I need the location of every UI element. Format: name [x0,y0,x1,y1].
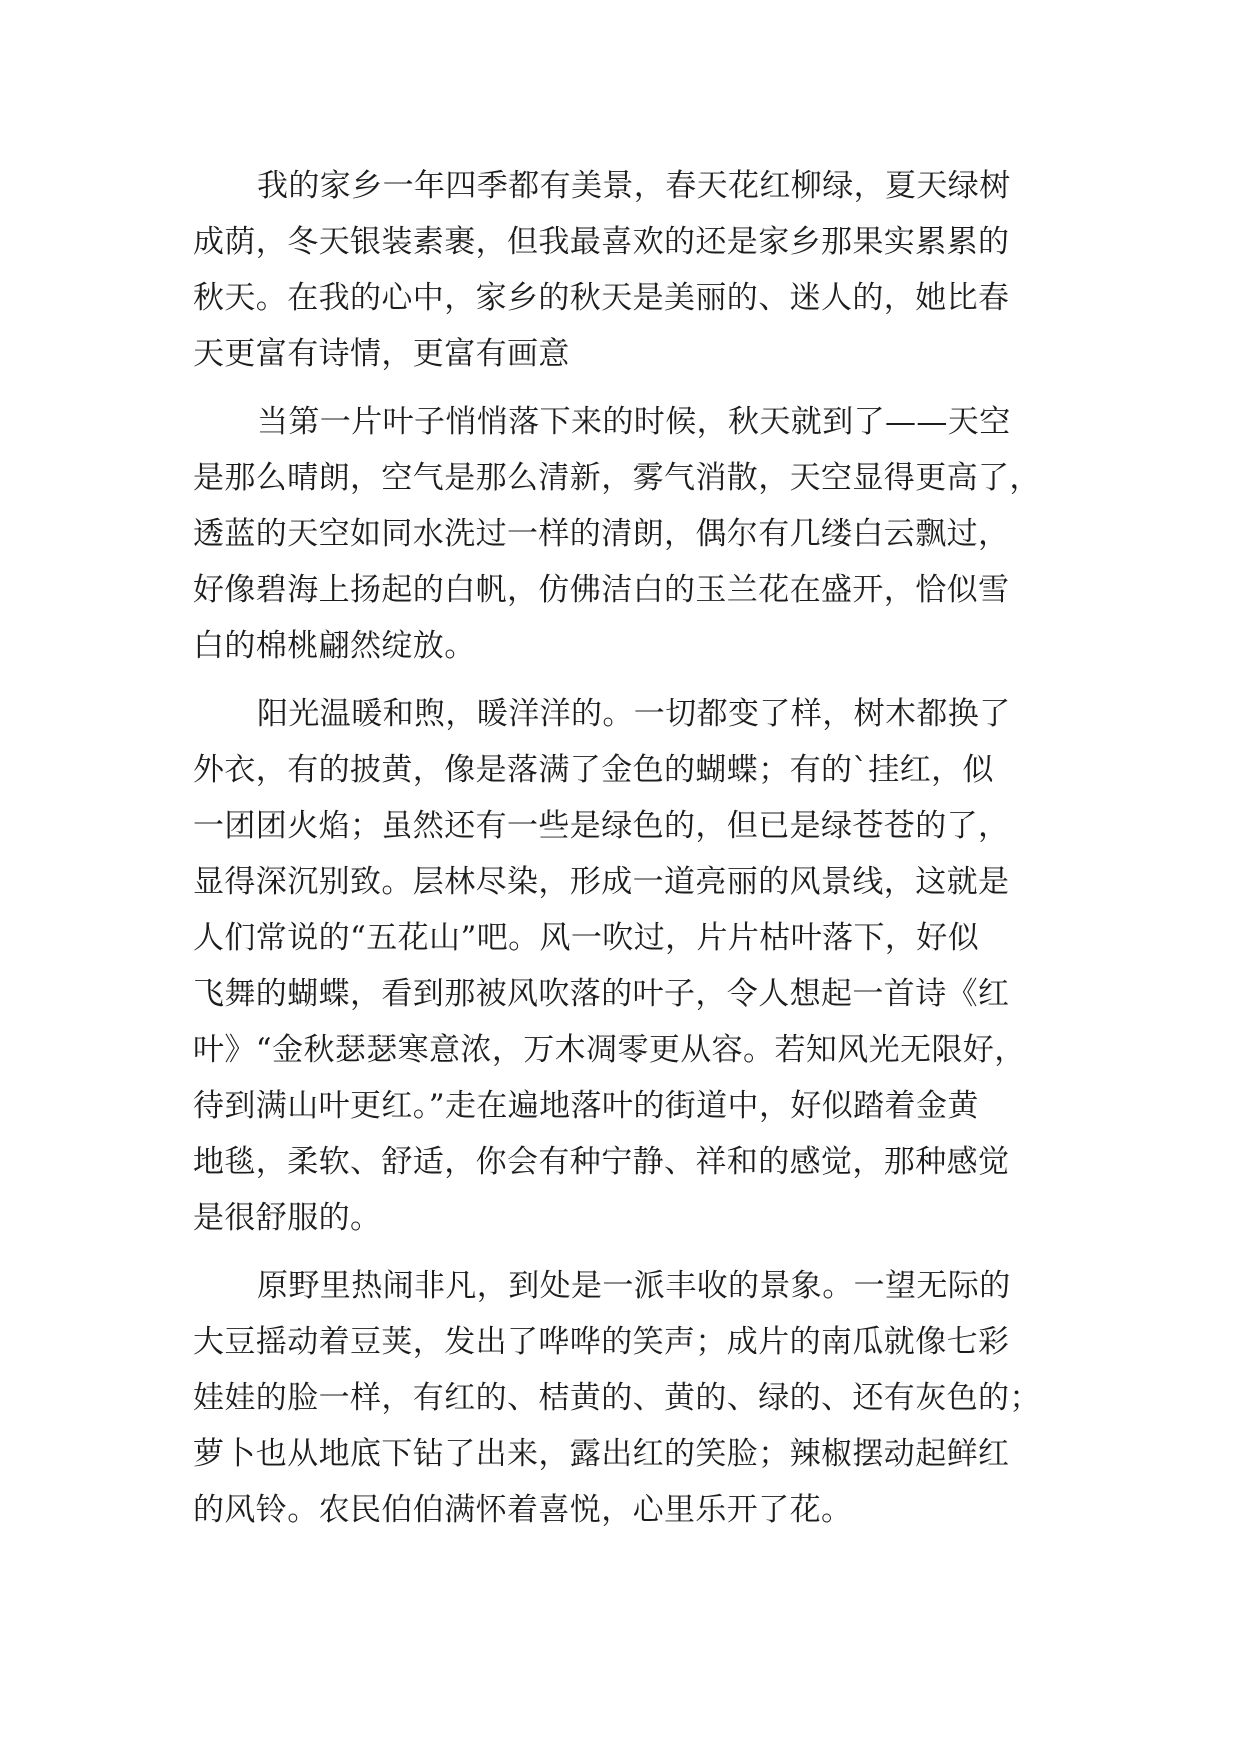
paragraph-line: 阳光温暖和煦，暖洋洋的。一切都变了样，树木都换了 [257,696,1011,732]
paragraph-line: 娃娃的脸一样，有红的、桔黄的、黄的、绿的、还有灰色的； [193,1380,1041,1416]
paragraph-line: 飞舞的蝴蝶，看到那被风吹落的叶子，令人想起一首诗《红 [193,976,1010,1012]
paragraph-line: 待到满山叶更红。”走在遍地落叶的街道中，好似踏着金黄 [193,1088,979,1124]
paragraph-line: 地毯，柔软、舒适，你会有种宁静、祥和的感觉，那种感觉 [193,1144,1010,1180]
paragraph-line: 成荫，冬天银装素裹，但我最喜欢的还是家乡那果实累累的 [193,224,1010,260]
paragraph-line: 好像碧海上扬起的白帆，仿佛洁白的玉兰花在盛开，恰似雪 [193,572,1010,608]
paragraph-line: 是很舒服的。 [193,1200,382,1236]
paragraph-line: 外衣，有的披黄，像是落满了金色的蝴蝶；有的`挂红，似 [193,752,994,788]
paragraph-line: 天更富有诗情，更富有画意 [193,336,570,372]
paragraph-line: 是那么晴朗，空气是那么清新，雾气消散，天空显得更高了， [193,460,1041,496]
paragraph-line: 显得深沉别致。层林尽染，形成一道亮丽的风景线，这就是 [193,864,1010,900]
paragraph-line: 的风铃。农民伯伯满怀着喜悦，心里乐开了花。 [193,1492,853,1528]
paragraph-line: 透蓝的天空如同水洗过一样的清朗，偶尔有几缕白云飘过， [193,516,1010,552]
paragraph-line: 我的家乡一年四季都有美景，春天花红柳绿，夏天绿树 [257,168,1011,204]
paragraph-line: 白的棉桃翩然绽放。 [193,628,476,664]
paragraph-line: 当第一片叶子悄悄落下来的时候，秋天就到了——天空 [257,404,1011,440]
paragraph-line: 一团团火焰；虽然还有一些是绿色的，但已是绿苍苍的了， [193,808,1010,844]
paragraph-line: 原野里热闹非凡，到处是一派丰收的景象。一望无际的 [257,1268,1011,1304]
paragraph-line: 人们常说的“五花山”吧。风一吹过，片片枯叶落下，好似 [193,920,980,956]
paragraph-line: 叶》“金秋瑟瑟寒意浓，万木凋零更从容。若知风光无限好， [193,1032,1026,1068]
paragraph-line: 秋天。在我的心中，家乡的秋天是美丽的、迷人的，她比春 [193,280,1010,316]
paragraph-line: 萝卜也从地底下钻了出来，露出红的笑脸；辣椒摆动起鲜红 [193,1436,1010,1472]
paragraph-line: 大豆摇动着豆荚，发出了哗哗的笑声；成片的南瓜就像七彩 [193,1324,1010,1360]
